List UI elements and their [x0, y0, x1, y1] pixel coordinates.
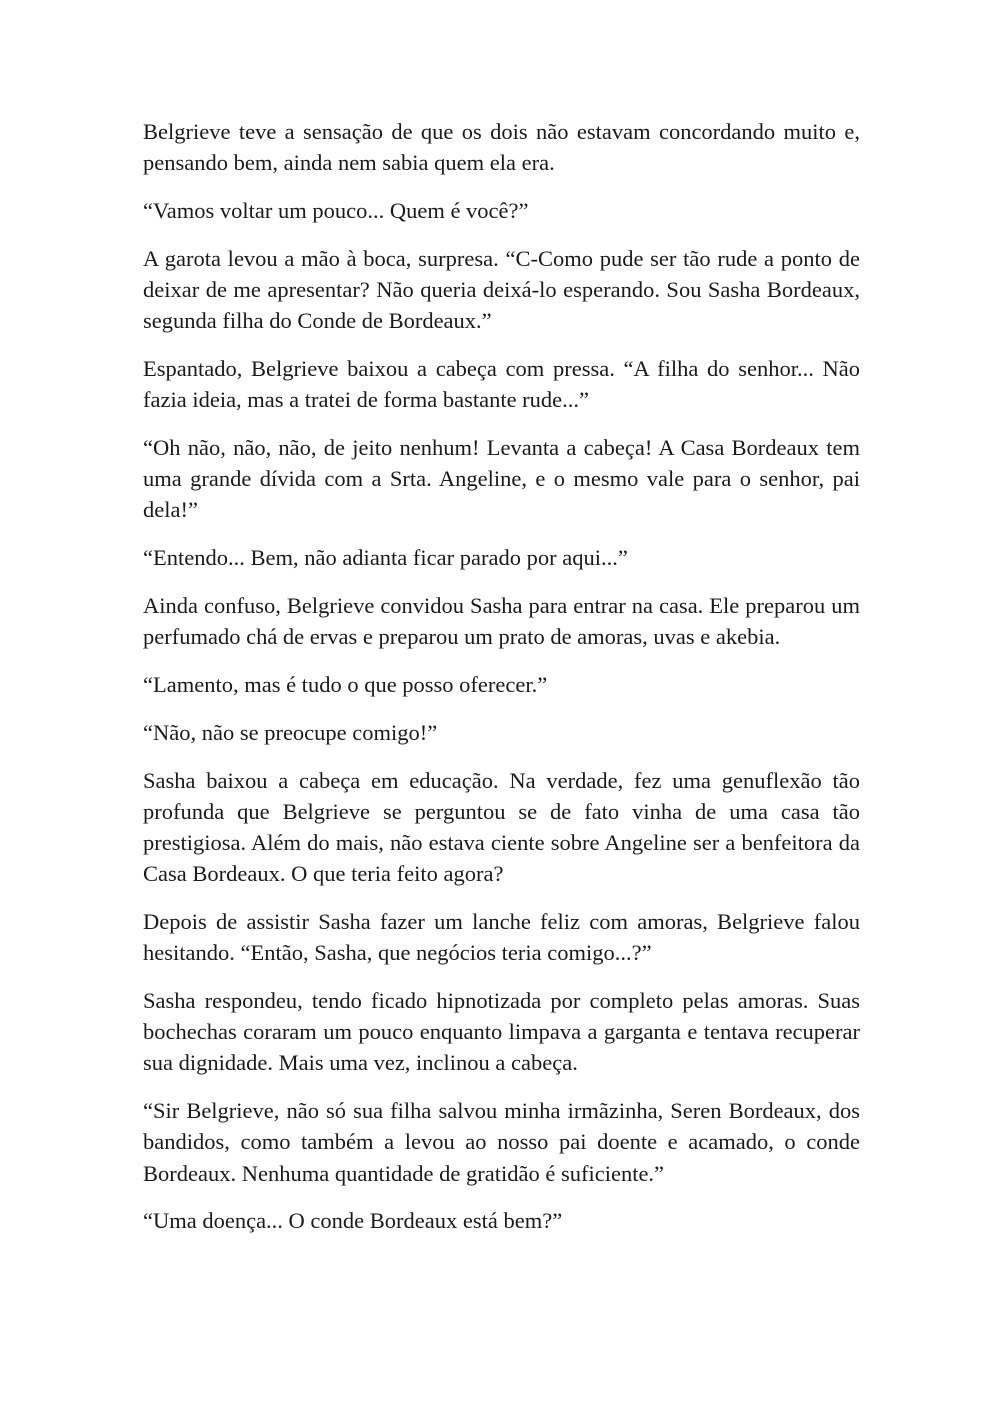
paragraph: Belgrieve teve a sensação de que os dois não estavam concordando muito e, pensando bem, ainda nem sabia quem ela era. [143, 119, 860, 176]
paragraph: “Sir Belgrieve, não só sua filha salvou minha irmãzinha, Seren Bordeaux, dos bandidos, como também a levou ao nosso pai doente e acamado, o conde Bordeaux. Nenhuma quantidade de gratidão é suficiente.” [143, 1098, 860, 1186]
paragraph: Depois de assistir Sasha fazer um lanche feliz com amoras, Belgrieve falou hesitando. “Então, Sasha, que negócios teria comigo...?” [143, 909, 860, 966]
paragraph: “Uma doença... O conde Bordeaux está bem?” [143, 1208, 563, 1234]
paragraph: A garota levou a mão à boca, surpresa. “C-Como pude ser tão rude a ponto de deixar de me apresentar? Não queria deixá-lo esperando. Sou Sasha Bordeaux, segunda filha do Conde de Bordeaux.” [143, 245, 860, 334]
paragraph: “Lamento, mas é tudo o que posso oferecer.” [143, 672, 548, 697]
paragraph: “Oh não, não, não, de jeito nenhum! Levanta a cabeça! A Casa Bordeaux tem uma grande dívida com a Srta. Angeline, e o mesmo vale para o senhor, pai dela!” [143, 435, 860, 523]
paragraph: Sasha baixou a cabeça em educação. Na verdade, fez uma genuflexão tão profunda que Belgrieve se perguntou se de fato vinha de uma casa tão prestigiosa. Além do mais, não estava ciente sobre Angeline ser a benfeitora da Casa Bordeaux. O que teria feito agora? [143, 767, 860, 887]
body-text [143, 116, 860, 1253]
paragraph: Espantado, Belgrieve baixou a cabeça com pressa. “A filha do senhor... Não fazia ideia, mas a tratei de forma bastante rude...” [143, 356, 860, 413]
paragraph: Sasha respondeu, tendo ficado hipnotizada por completo pelas amoras. Suas bochechas coraram um pouco enquanto limpava a garganta e tentava recuperar sua dignidade. Mais uma vez, inclinou a cabeça. [143, 988, 860, 1076]
paragraph: “Vamos voltar um pouco... Quem é você?” [143, 198, 529, 223]
paragraph: “Não, não se preocupe comigo!” [143, 719, 438, 745]
paragraph: “Entendo... Bem, não adianta ficar parado por aqui...” [143, 545, 628, 571]
paragraph: Ainda confuso, Belgrieve convidou Sasha para entrar na casa. Ele preparou um perfumado chá de ervas e preparou um prato de amoras, uvas e akebia. [143, 593, 860, 650]
